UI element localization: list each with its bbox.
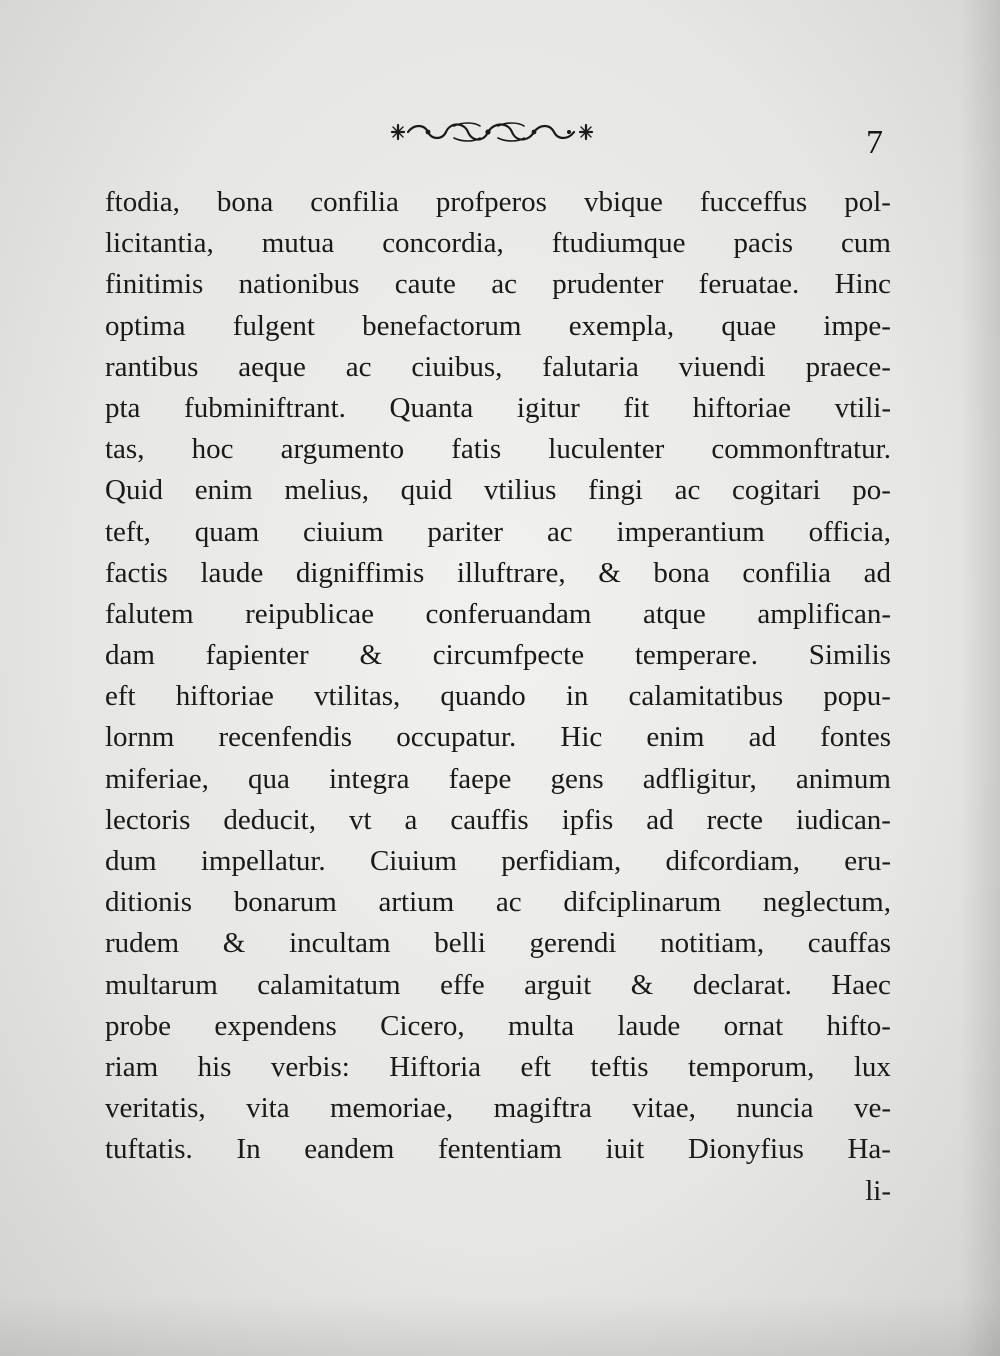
text-line: factis laude digniffimis illuftrare, & bona confilia ad bbox=[105, 556, 891, 589]
text-line: riam his verbis: Hiftoria eft teftis temporum, lux bbox=[105, 1050, 891, 1083]
text-line: lornm recenfendis occupatur. Hic enim ad fontes bbox=[105, 721, 891, 754]
text-line: tas, hoc argumento fatis luculenter commonftratur. bbox=[105, 433, 891, 466]
page-edge-shadow bbox=[960, 0, 1000, 1356]
text-line: pta fubminiftrant. Quanta igitur fit hiftoriae vtili- bbox=[105, 391, 891, 424]
text-line: miferiae, qua integra faepe gens adfligitur, animum bbox=[105, 762, 891, 795]
text-line: lectoris deducit, vt a cauffis ipfis ad recte iudican- bbox=[105, 803, 891, 836]
text-line: Quid enim melius, quid vtilius fingi ac cogitari po- bbox=[105, 474, 891, 507]
text-line: tuftatis. In eandem fententiam iuit Dionyfius Ha- bbox=[105, 1133, 891, 1166]
body-text bbox=[105, 182, 891, 1212]
text-line: eft hiftoriae vtilitas, quando in calamitatibus popu- bbox=[105, 680, 891, 713]
text-line: rudem & incultam belli gerendi notitiam, cauffas bbox=[105, 927, 891, 960]
text-line: dum impellatur. Ciuium perfidiam, difcordiam, eru- bbox=[105, 845, 891, 877]
text-line: teft, quam ciuium pariter ac imperantium officia, bbox=[105, 515, 891, 548]
text-line: licitantia, mutua concordia, ftudiumque pacis cum bbox=[105, 227, 891, 260]
page-number: 7 bbox=[866, 124, 883, 161]
catchword: li- bbox=[865, 1174, 891, 1207]
text-line: ditionis bonarum artium ac difciplinarum neglectum, bbox=[105, 886, 891, 919]
page-bottom-shadow bbox=[0, 1296, 1000, 1356]
text-line: veritatis, vita memoriae, magiftra vitae, nuncia ve- bbox=[105, 1092, 891, 1125]
text-line: optima fulgent benefactorum exempla, quae impe- bbox=[105, 309, 891, 342]
text-line: finitimis nationibus caute ac prudenter feruatae. Hinc bbox=[105, 268, 891, 301]
text-line: dam fapienter & circumfpecte temperare. Similis bbox=[105, 639, 891, 672]
text-line: probe expendens Cicero, multa laude ornat hifto- bbox=[105, 1009, 891, 1042]
text-line: rantibus aeque ac ciuibus, falutaria viuendi praece- bbox=[105, 350, 891, 383]
text-line: falutem reipublicae conferuandam atque amplifican- bbox=[105, 597, 891, 630]
text-line: ftodia, bona confilia profperos vbique fucceffus pol- bbox=[105, 186, 891, 218]
head-ornament-icon bbox=[384, 112, 606, 152]
text-line: multarum calamitatum effe arguit & declarat. Haec bbox=[105, 968, 891, 1001]
